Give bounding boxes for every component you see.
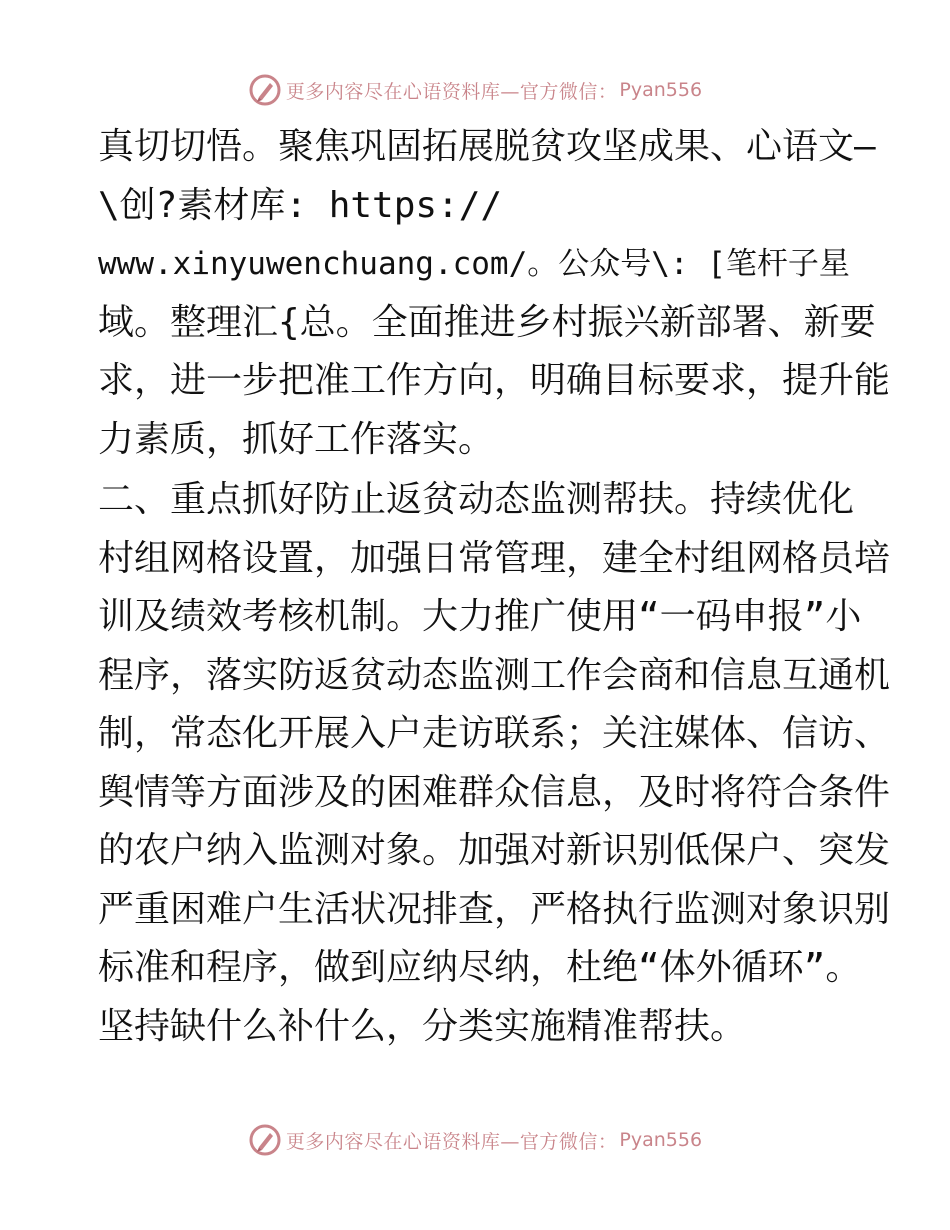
body-line: 标准和程序，做到应纳尽纳，杜绝“体外循环”。 bbox=[98, 947, 862, 988]
pen-logo-icon bbox=[248, 1123, 282, 1157]
body-line: 力素质，抓好工作落实。 bbox=[98, 418, 495, 460]
pen-logo-icon bbox=[248, 73, 282, 107]
body-line: 的农户纳入监测对象。加强对新识别低保户、突发 bbox=[98, 830, 891, 871]
body-line: 坚持缺什么补什么，分类实施精准帮扶。 bbox=[98, 1005, 747, 1047]
body-line: www.xinyuwenchuang.com/。公众号\: [笔杆子星 bbox=[98, 246, 850, 282]
watermark-wechat-id: Pyan556 bbox=[619, 79, 703, 101]
watermark-text: 更多内容尽在心语资料库—官方微信： bbox=[285, 1130, 618, 1153]
body-line: 制，常态化开展入户走访联系；关注媒体、信访、 bbox=[98, 713, 891, 754]
body-line: 严重困难户生活状况排查，严格执行监测对象识别 bbox=[98, 888, 891, 930]
body-line: 村组网格设置，加强日常管理，建全村组网格员培 bbox=[98, 537, 891, 579]
watermark-wechat-id: Pyan556 bbox=[619, 1129, 703, 1151]
body-line: 域。整理汇{总。全面推进乡村振兴新部署、新要 bbox=[98, 301, 876, 343]
body-line: 真切切悟。聚焦巩固拓展脱贫攻坚成果、心语文— bbox=[98, 126, 876, 167]
footer-watermark bbox=[0, 1120, 950, 1160]
body-line: 求，进一步把准工作方向，明确目标要求，提升能 bbox=[98, 360, 891, 401]
section-heading-line: 二、重点抓好防止返贫动态监测帮扶。持续优化 bbox=[98, 479, 855, 520]
body-line: 程序，落实防返贫动态监测工作会商和信息互通机 bbox=[98, 654, 891, 696]
body-line: 舆情等方面涉及的困难群众信息，及时将符合条件 bbox=[98, 771, 891, 813]
document-body bbox=[98, 118, 891, 1056]
watermark-text: 更多内容尽在心语资料库—官方微信： bbox=[285, 80, 618, 103]
body-line: \创?素材库: https:// bbox=[98, 184, 503, 226]
header-watermark bbox=[0, 70, 950, 110]
body-line: 训及绩效考核机制。大力推广使用“一码申报”小 bbox=[98, 596, 862, 637]
